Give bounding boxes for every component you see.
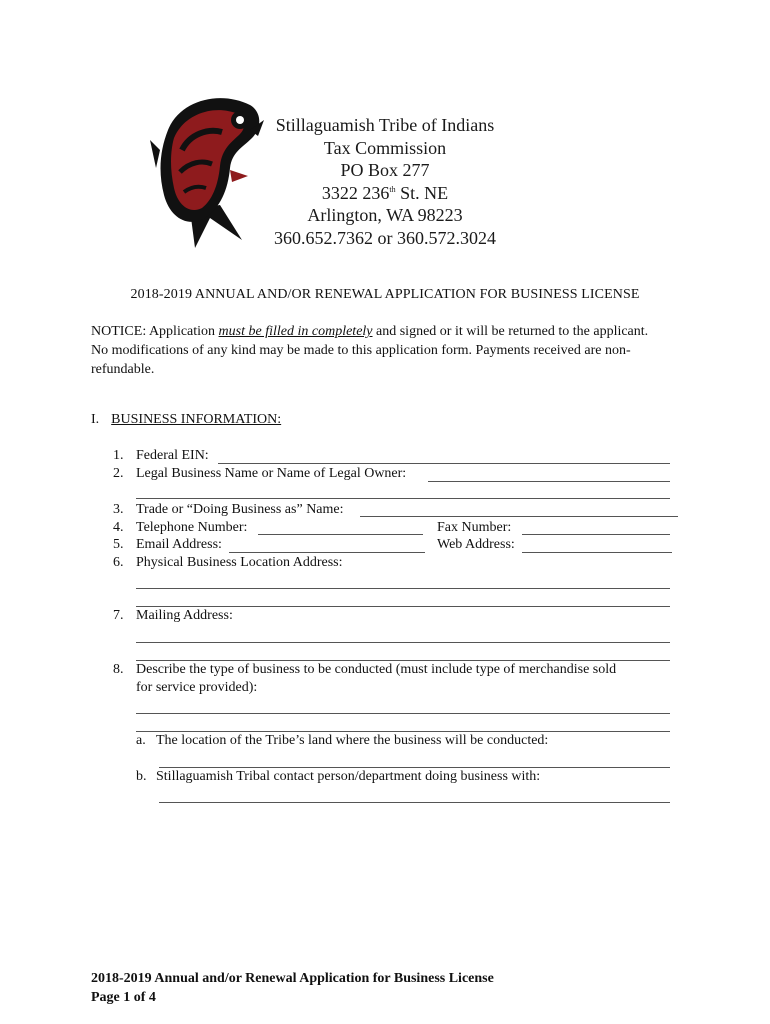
org-phones: 360.652.7362 or 360.572.3024 — [274, 227, 496, 248]
item-tribal-contact: b. Stillaguamish Tribal contact person/department doing business with: — [136, 769, 541, 784]
item-physical-address: 6. Physical Business Location Address: — [113, 555, 343, 570]
notice-paragraph: NOTICE: Application must be filled in completely and signed or it will be returned to the applicant. No modifications of any kind may be made to this application form. Payments received are non-refundable. — [91, 324, 649, 377]
business-type-cont: for service provided): — [136, 680, 258, 695]
web-label: Web Address: — [437, 537, 515, 552]
section-heading: I. BUSINESS INFORMATION: — [91, 412, 282, 427]
business-type-field-line1[interactable] — [136, 713, 670, 714]
item-legal-name: 2. Legal Business Name or Name of Legal Owner: — [113, 466, 407, 481]
org-street: 3322 236th St. NE — [321, 182, 449, 203]
footer-page-number: Page 1 of 4 — [91, 990, 156, 1005]
tribal-contact-field[interactable] — [159, 802, 670, 803]
org-dept: Tax Commission — [323, 137, 447, 158]
physical-address-field-line2[interactable] — [136, 606, 670, 607]
telephone-field[interactable] — [258, 534, 423, 535]
fax-label: Fax Number: — [437, 520, 512, 535]
footer-title: 2018-2019 Annual and/or Renewal Application for Business License — [91, 971, 494, 986]
notice-emphasis: must be filled in completely — [218, 324, 373, 339]
page-footer — [91, 969, 494, 1007]
mailing-address-field-line1[interactable] — [136, 642, 670, 643]
mailing-address-field-line2[interactable] — [136, 660, 670, 661]
organization-header — [260, 114, 510, 249]
item-telephone: 4. Telephone Number: — [113, 520, 248, 535]
physical-address-field-line1[interactable] — [136, 588, 670, 589]
item-mailing-address: 7. Mailing Address: — [113, 608, 233, 623]
item-tribe-land-location: a. The location of the Tribe’s land where the business will be conducted: — [136, 733, 549, 748]
item-business-type: 8. Describe the type of business to be conducted (must include type of merchandise sold — [113, 662, 617, 677]
item-federal-ein: 1. Federal EIN: — [113, 448, 209, 463]
tribe-land-location-field[interactable] — [159, 767, 670, 768]
web-field[interactable] — [522, 552, 672, 553]
business-type-field-line2[interactable] — [136, 731, 670, 732]
federal-ein-field[interactable] — [218, 463, 670, 464]
org-city: Arlington, WA 98223 — [307, 205, 463, 225]
org-name: Stillaguamish Tribe of Indians — [275, 115, 495, 135]
tribe-salmon-logo-icon — [150, 90, 270, 250]
legal-name-field[interactable] — [428, 481, 670, 482]
trade-name-field[interactable] — [360, 516, 678, 517]
item-trade-name: 3. Trade or “Doing Business as” Name: — [113, 502, 344, 517]
org-po-box: PO Box 277 — [340, 160, 430, 180]
legal-name-field-line2[interactable] — [136, 498, 670, 499]
form-title: 2018-2019 ANNUAL AND/OR RENEWAL APPLICATION FOR BUSINESS LICENSE — [130, 287, 640, 302]
fax-field[interactable] — [522, 534, 670, 535]
item-email: 5. Email Address: — [113, 537, 222, 552]
email-field[interactable] — [229, 552, 425, 553]
